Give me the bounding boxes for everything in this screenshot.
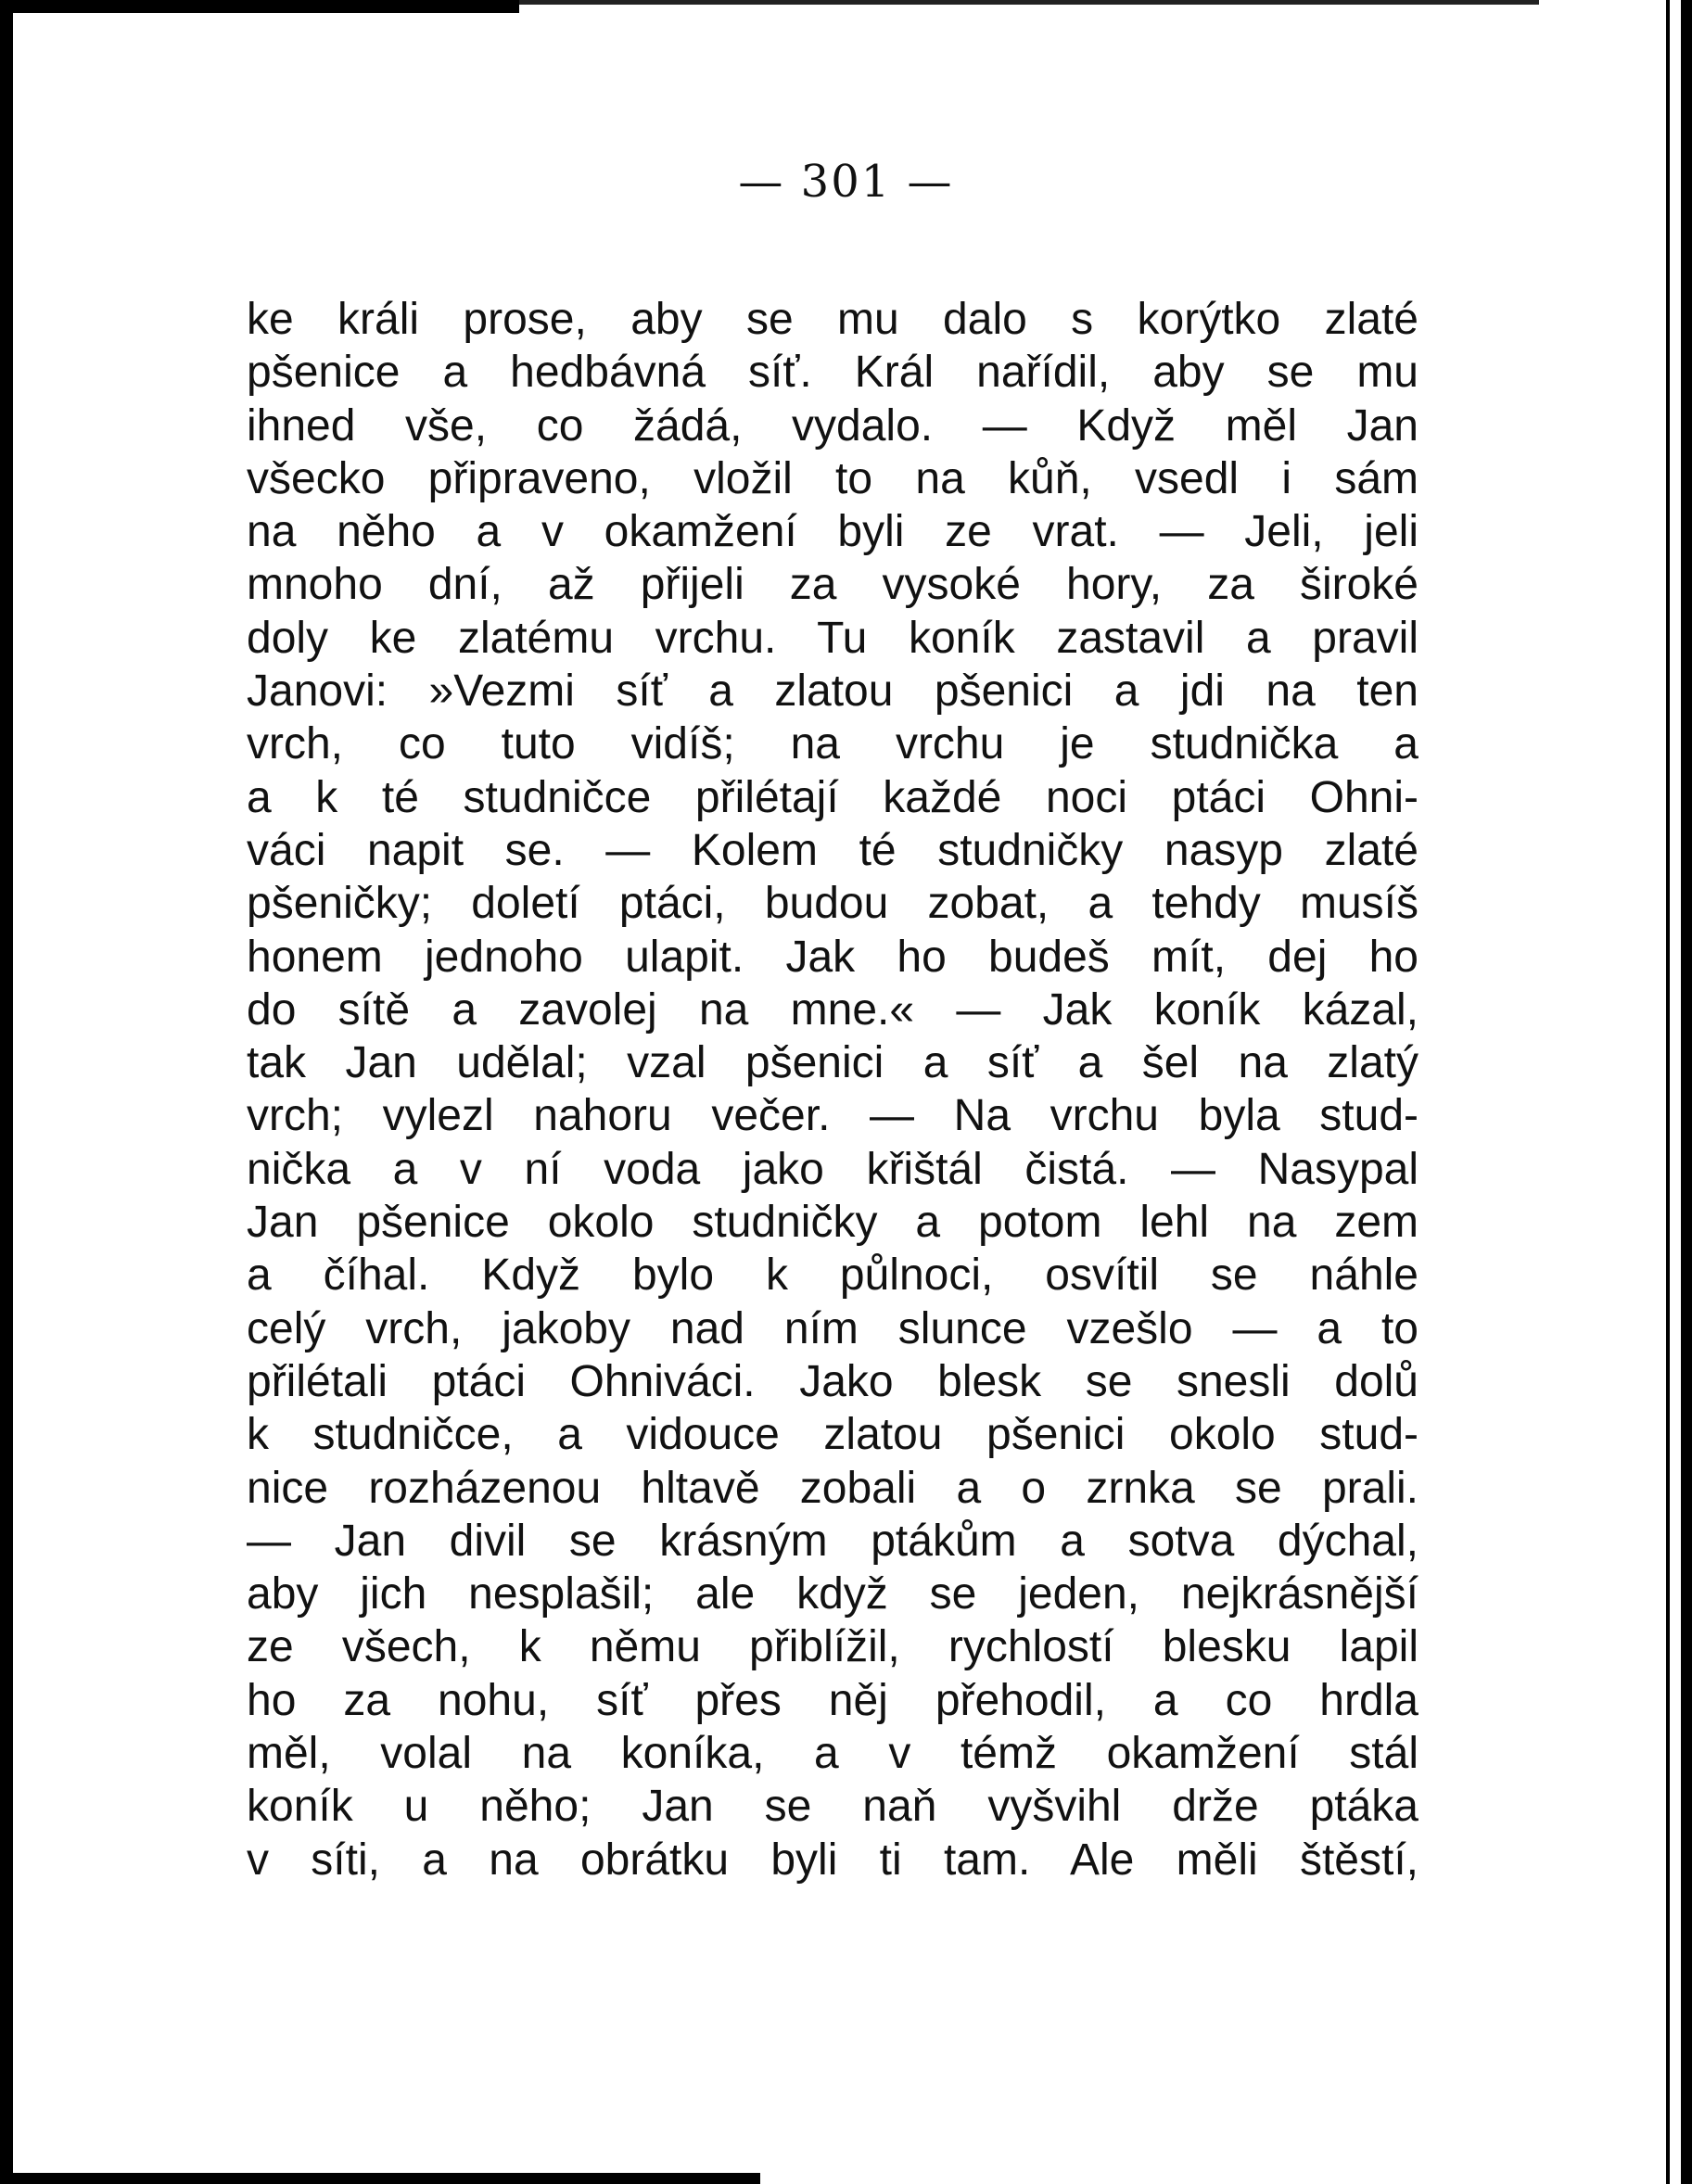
text-line: ze všech, k němu přiblížil, rychlostí blesku lapil <box>247 1622 1418 1672</box>
text-line: všecko připraveno, vložil to na kůň, vsedl i sám <box>247 453 1418 503</box>
text-line: doly ke zlatému vrchu. Tu koník zastavil a pravil <box>247 613 1418 663</box>
scan-border-right-inner <box>1666 0 1670 2184</box>
text-line: a k té studničce přilétají každé noci ptáci Ohni- <box>247 772 1418 822</box>
text-line: mnoho dní, až přijeli za vysoké hory, za široké <box>247 560 1418 610</box>
text-line: váci napit se. — Kolem té studničky nasyp zlaté <box>247 825 1418 875</box>
text-line: přilétali ptáci Ohniváci. Jako blesk se snesli dolů <box>247 1356 1418 1406</box>
text-line: Janovi: »Vezmi síť a zlatou pšenici a jdi na ten <box>247 667 1418 717</box>
page-number: — 301 — <box>738 156 954 208</box>
text-line: vrch, co tuto vidíš; na vrchu je studnička a <box>247 719 1418 769</box>
text-line: vrch; vylezl nahoru večer. — Na vrchu byla stud- <box>247 1091 1418 1141</box>
text-line: do sítě a zavolej na mne.« — Jak koník kázal, <box>247 984 1418 1035</box>
text-line: ho za nohu, síť přes něj přehodil, a co hrdla <box>247 1675 1418 1725</box>
text-line: koník u něho; Jan se naň vyšvihl drže ptáka <box>247 1782 1418 1832</box>
text-line: celý vrch, jakoby nad ním slunce vzešlo — a to <box>247 1303 1418 1353</box>
text-line: na něho a v okamžení byli ze vrat. — Jeli, jeli <box>247 507 1418 557</box>
text-line: ihned vše, co žádá, vydalo. — Když měl Jan <box>247 400 1418 451</box>
text-line: aby jich nesplašil; ale když se jeden, nejkrásnější <box>247 1569 1418 1619</box>
text-line: v síti, a na obrátku byli ti tam. Ale měli štěstí, <box>247 1835 1418 1885</box>
text-line: Jan pšenice okolo studničky a potom lehl na zem <box>247 1198 1418 1248</box>
text-line: k studničce, a vidouce zlatou pšenici okolo stud- <box>247 1410 1418 1460</box>
text-line: nice rozházenou hltavě zobali a o zrnka se prali. <box>247 1463 1418 1513</box>
text-line: pšenice a hedbávná síť. Král nařídil, aby se mu <box>247 348 1418 398</box>
body-text <box>247 293 1418 1886</box>
text-line: nička a v ní voda jako křištál čistá. — Nasypal <box>247 1144 1418 1194</box>
scan-border-bottom <box>0 2173 760 2184</box>
scan-border-left <box>0 0 13 2184</box>
scan-border-top <box>0 0 519 13</box>
text-line: tak Jan udělal; vzal pšenici a síť a šel na zlatý <box>247 1038 1418 1088</box>
text-line: pšeničky; doletí ptáci, budou zobat, a tehdy musíš <box>247 879 1418 929</box>
scan-border-top-thin <box>519 0 1539 5</box>
text-line: ke králi prose, aby se mu dalo s korýtko zlaté <box>247 295 1418 344</box>
scan-border-right <box>1681 0 1692 2184</box>
text-line: měl, volal na koníka, a v témž okamžení stál <box>247 1729 1418 1779</box>
text-line: — Jan divil se krásným ptákům a sotva dýchal, <box>247 1516 1418 1566</box>
text-line: a číhal. Když bylo k půlnoci, osvítil se náhle <box>247 1251 1418 1301</box>
text-line: honem jednoho ulapit. Jak ho budeš mít, dej ho <box>247 932 1418 982</box>
